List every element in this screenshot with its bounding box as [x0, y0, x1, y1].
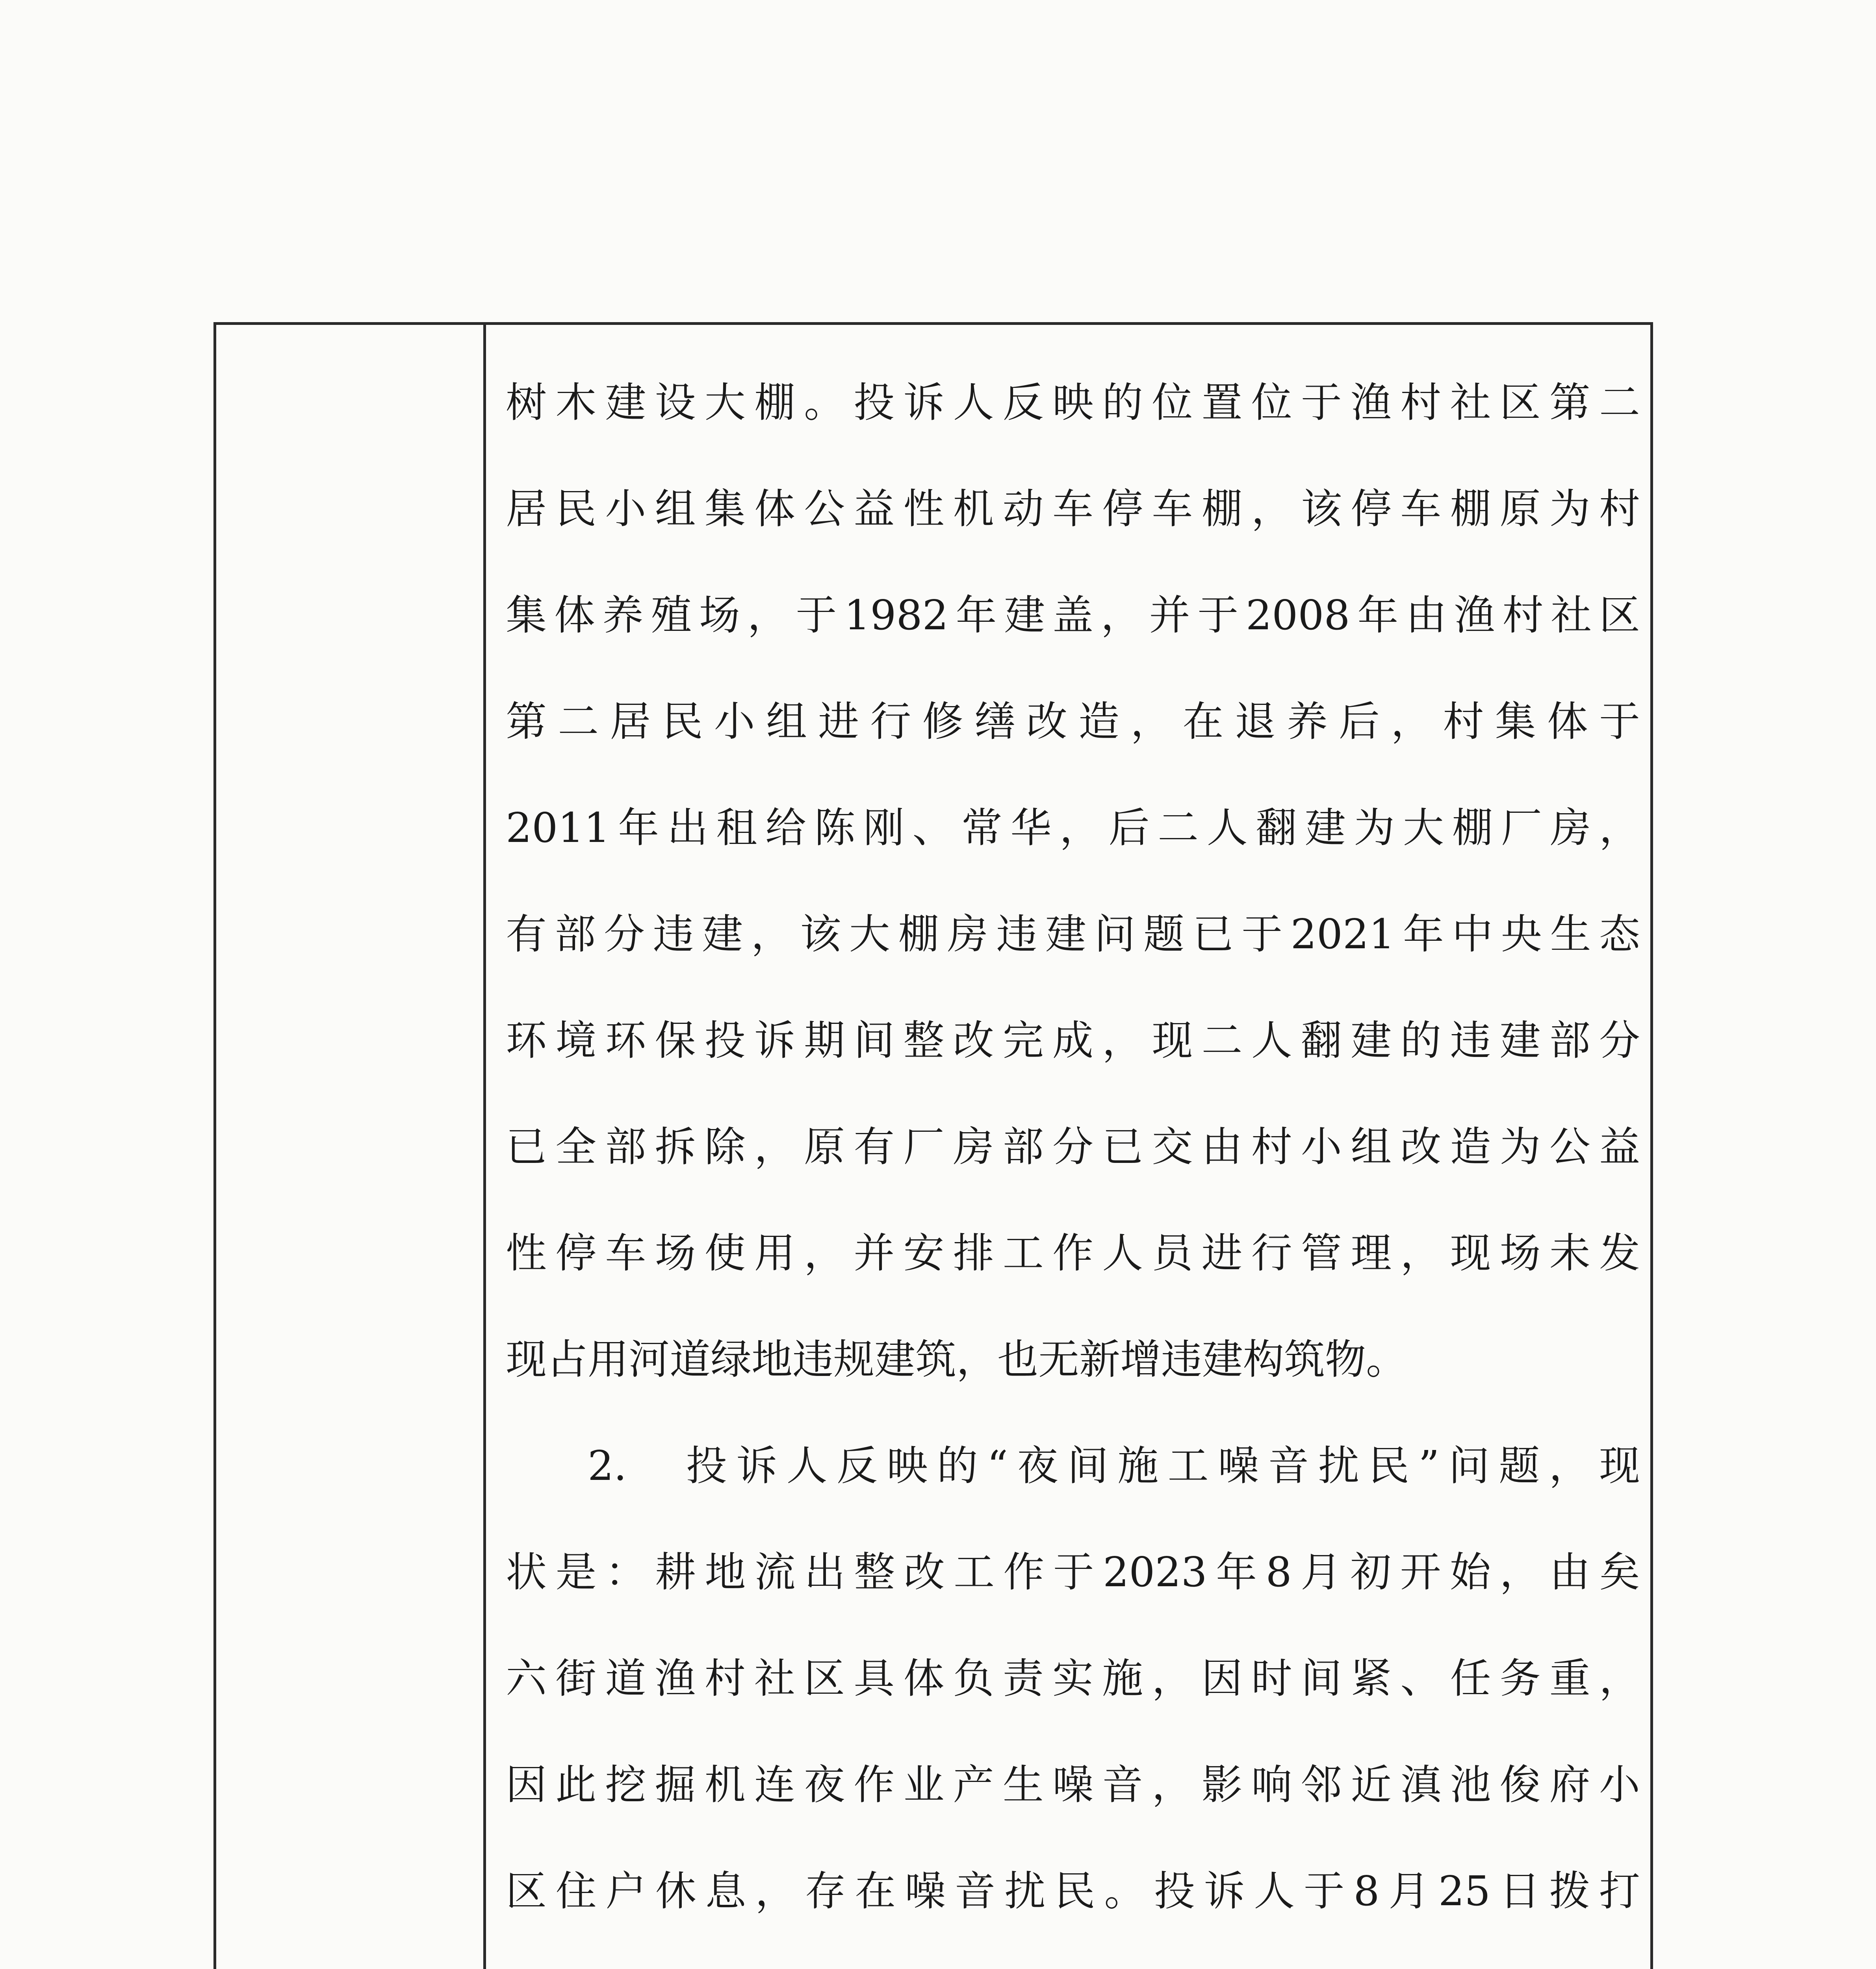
text-line: 已全部拆除，原有厂房部分已交由村小组改造为公益 [506, 1123, 1640, 1171]
text-line: 第二居民小组进行修缮改造，在退养后，村集体于 [506, 697, 1640, 745]
text-line: 2011年出租给陈刚、常华，后二人翻建为大棚厂房， [506, 804, 1640, 852]
text-line: 状是：耕地流出整改工作于2023年8月初开始，由矣 [506, 1548, 1640, 1596]
text-line: 六街道渔村社区具体负责实施，因时间紧、任务重， [506, 1654, 1640, 1702]
table-column-divider [483, 325, 486, 1969]
text-line: 因此挖掘机连夜作业产生噪音，影响邻近滇池俊府小 [506, 1761, 1640, 1809]
text-line [506, 1944, 1640, 1969]
text-line: 区住户休息，存在噪音扰民。投诉人于8月25日拨打 [506, 1867, 1640, 1915]
text-line: 环境环保投诉期间整改完成，现二人翻建的违建部分 [506, 1016, 1640, 1064]
text-line: 集体养殖场，于1982年建盖，并于2008年由渔村社区 [506, 591, 1640, 639]
text-line: 树木建设大棚。投诉人反映的位置位于渔村社区第二 [506, 378, 1640, 426]
text-line: 性停车场使用，并安排工作人员进行管理，现场未发 [506, 1229, 1640, 1277]
text-line: 现占用河道绿地违规建筑，也无新增违建构筑物。 [506, 1335, 1407, 1383]
text-line: 有部分违建，该大棚房违建问题已于2021年中央生态 [506, 910, 1640, 958]
document-table [213, 322, 1653, 1969]
content-cell [506, 349, 1640, 1969]
text-line: 2. 投诉人反映的“夜间施工噪音扰民”问题，现 [588, 1442, 1640, 1490]
text-line: 居民小组集体公益性机动车停车棚，该停车棚原为村 [506, 485, 1640, 533]
